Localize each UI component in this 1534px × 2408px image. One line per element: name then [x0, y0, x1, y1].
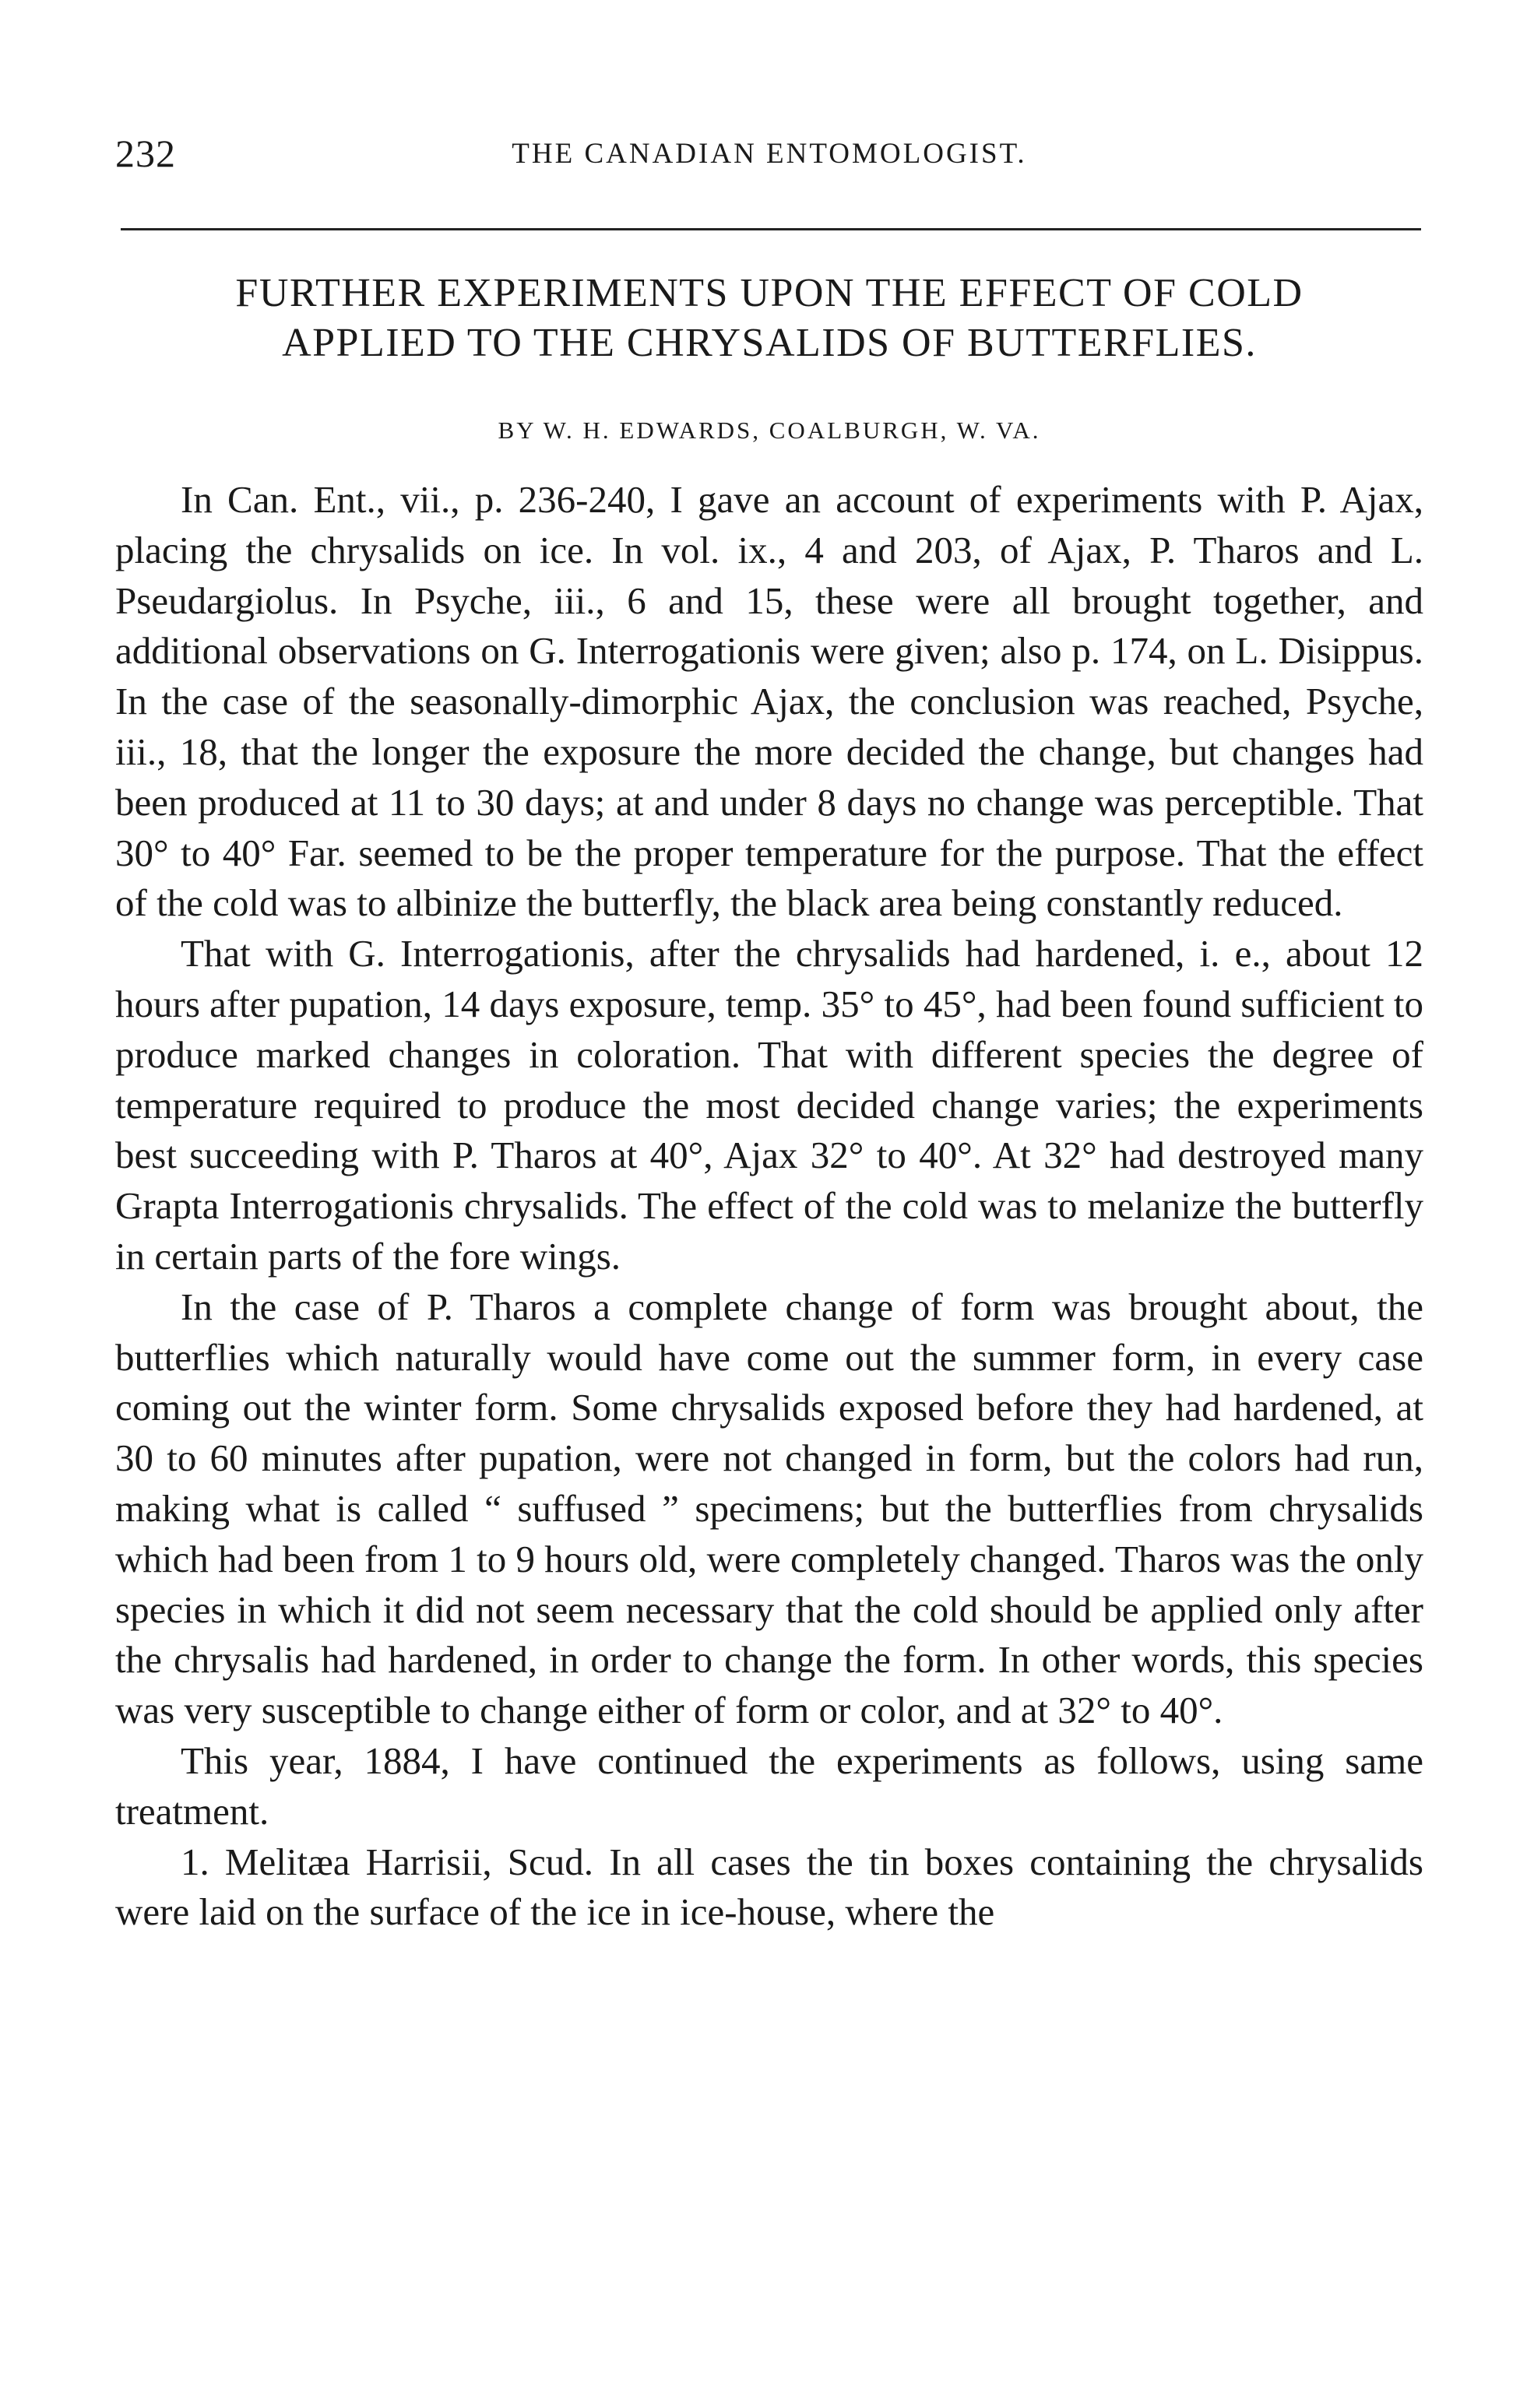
- paragraph-3: In the case of P. Tharos a complete change of form was brought about, the butterflies which naturally would have come out the summer form, in every case coming out the winter form. Some chrysalids exposed before they had hardened, at 30 to 60 minutes after pupation, were not changed in form, but the colors had run, making what is called “ suffused ” specimens; but the butterflies from chrysalids which had been from 1 to 9 hours old, were completely changed. Tharos was the only species in which it did not seem necessary that the cold should be applied only after the chrysalis had hardened, in order to change the form. In other words, this species was very susceptible to change either of form or color, and at 32° to 40°.: [115, 1285, 1423, 1732]
- page-number: 232: [115, 132, 176, 175]
- article-body: [115, 475, 1423, 1938]
- paragraph-1: In Can. Ent., vii., p. 236-240, I gave an account of experiments with P. Ajax, placing the chrysalids on ice. In vol. ix., 4 and 203, of Ajax, P. Tharos and L. Pseudargiolus. In Psyche, iii., 6 and 15, these were all brought together, and additional observations on G. Interrogationis were given; also p. 174, on L. Disippus. In the case of the seasonally-dimorphic Ajax, the conclusion was reached, Psyche, iii., 18, that the longer the exposure the more decided the change, but changes had been produced at 11 to 30 days; at and under 8 days no change was perceptible. That 30° to 40° Far. seemed to be the proper temperature for the purpose. That the effect of the cold was to albinize the butterfly, the black area being constantly reduced.: [115, 478, 1423, 925]
- article-title-line-1: FURTHER EXPERIMENTS UPON THE EFFECT OF COLD: [235, 271, 1304, 315]
- article-title-line-2: APPLIED TO THE CHRYSALIDS OF BUTTERFLIES.: [282, 321, 1257, 365]
- running-head: [115, 131, 1423, 185]
- journal-title: THE CANADIAN ENTOMOLOGIST.: [512, 138, 1027, 170]
- paragraph-5: 1. Melitæa Harrisii, Scud. In all cases the tin boxes containing the chrysalids were laid on the surface of the ice in ice-house, where the: [115, 1840, 1423, 1934]
- article-title: [115, 269, 1423, 368]
- byline: BY W. H. EDWARDS, COALBURGH, W. VA.: [498, 417, 1041, 444]
- paragraph-2: That with G. Interrogationis, after the chrysalids had hardened, i. e., about 12 hours after pupation, 14 days exposure, temp. 35° to 45°, had been found sufficient to produce marked changes in coloration. That with different species the degree of temperature required to produce the most decided change varies; the experiments best succeeding with P. Tharos at 40°, Ajax 32° to 40°. At 32° had destroyed many Grapta Interrogationis chrysalids. The effect of the cold was to melanize the butterfly in certain parts of the fore wings.: [115, 932, 1423, 1278]
- paragraph-4: This year, 1884, I have continued the experiments as follows, using same treatment.: [115, 1738, 1423, 1833]
- header-rule: [121, 228, 1421, 230]
